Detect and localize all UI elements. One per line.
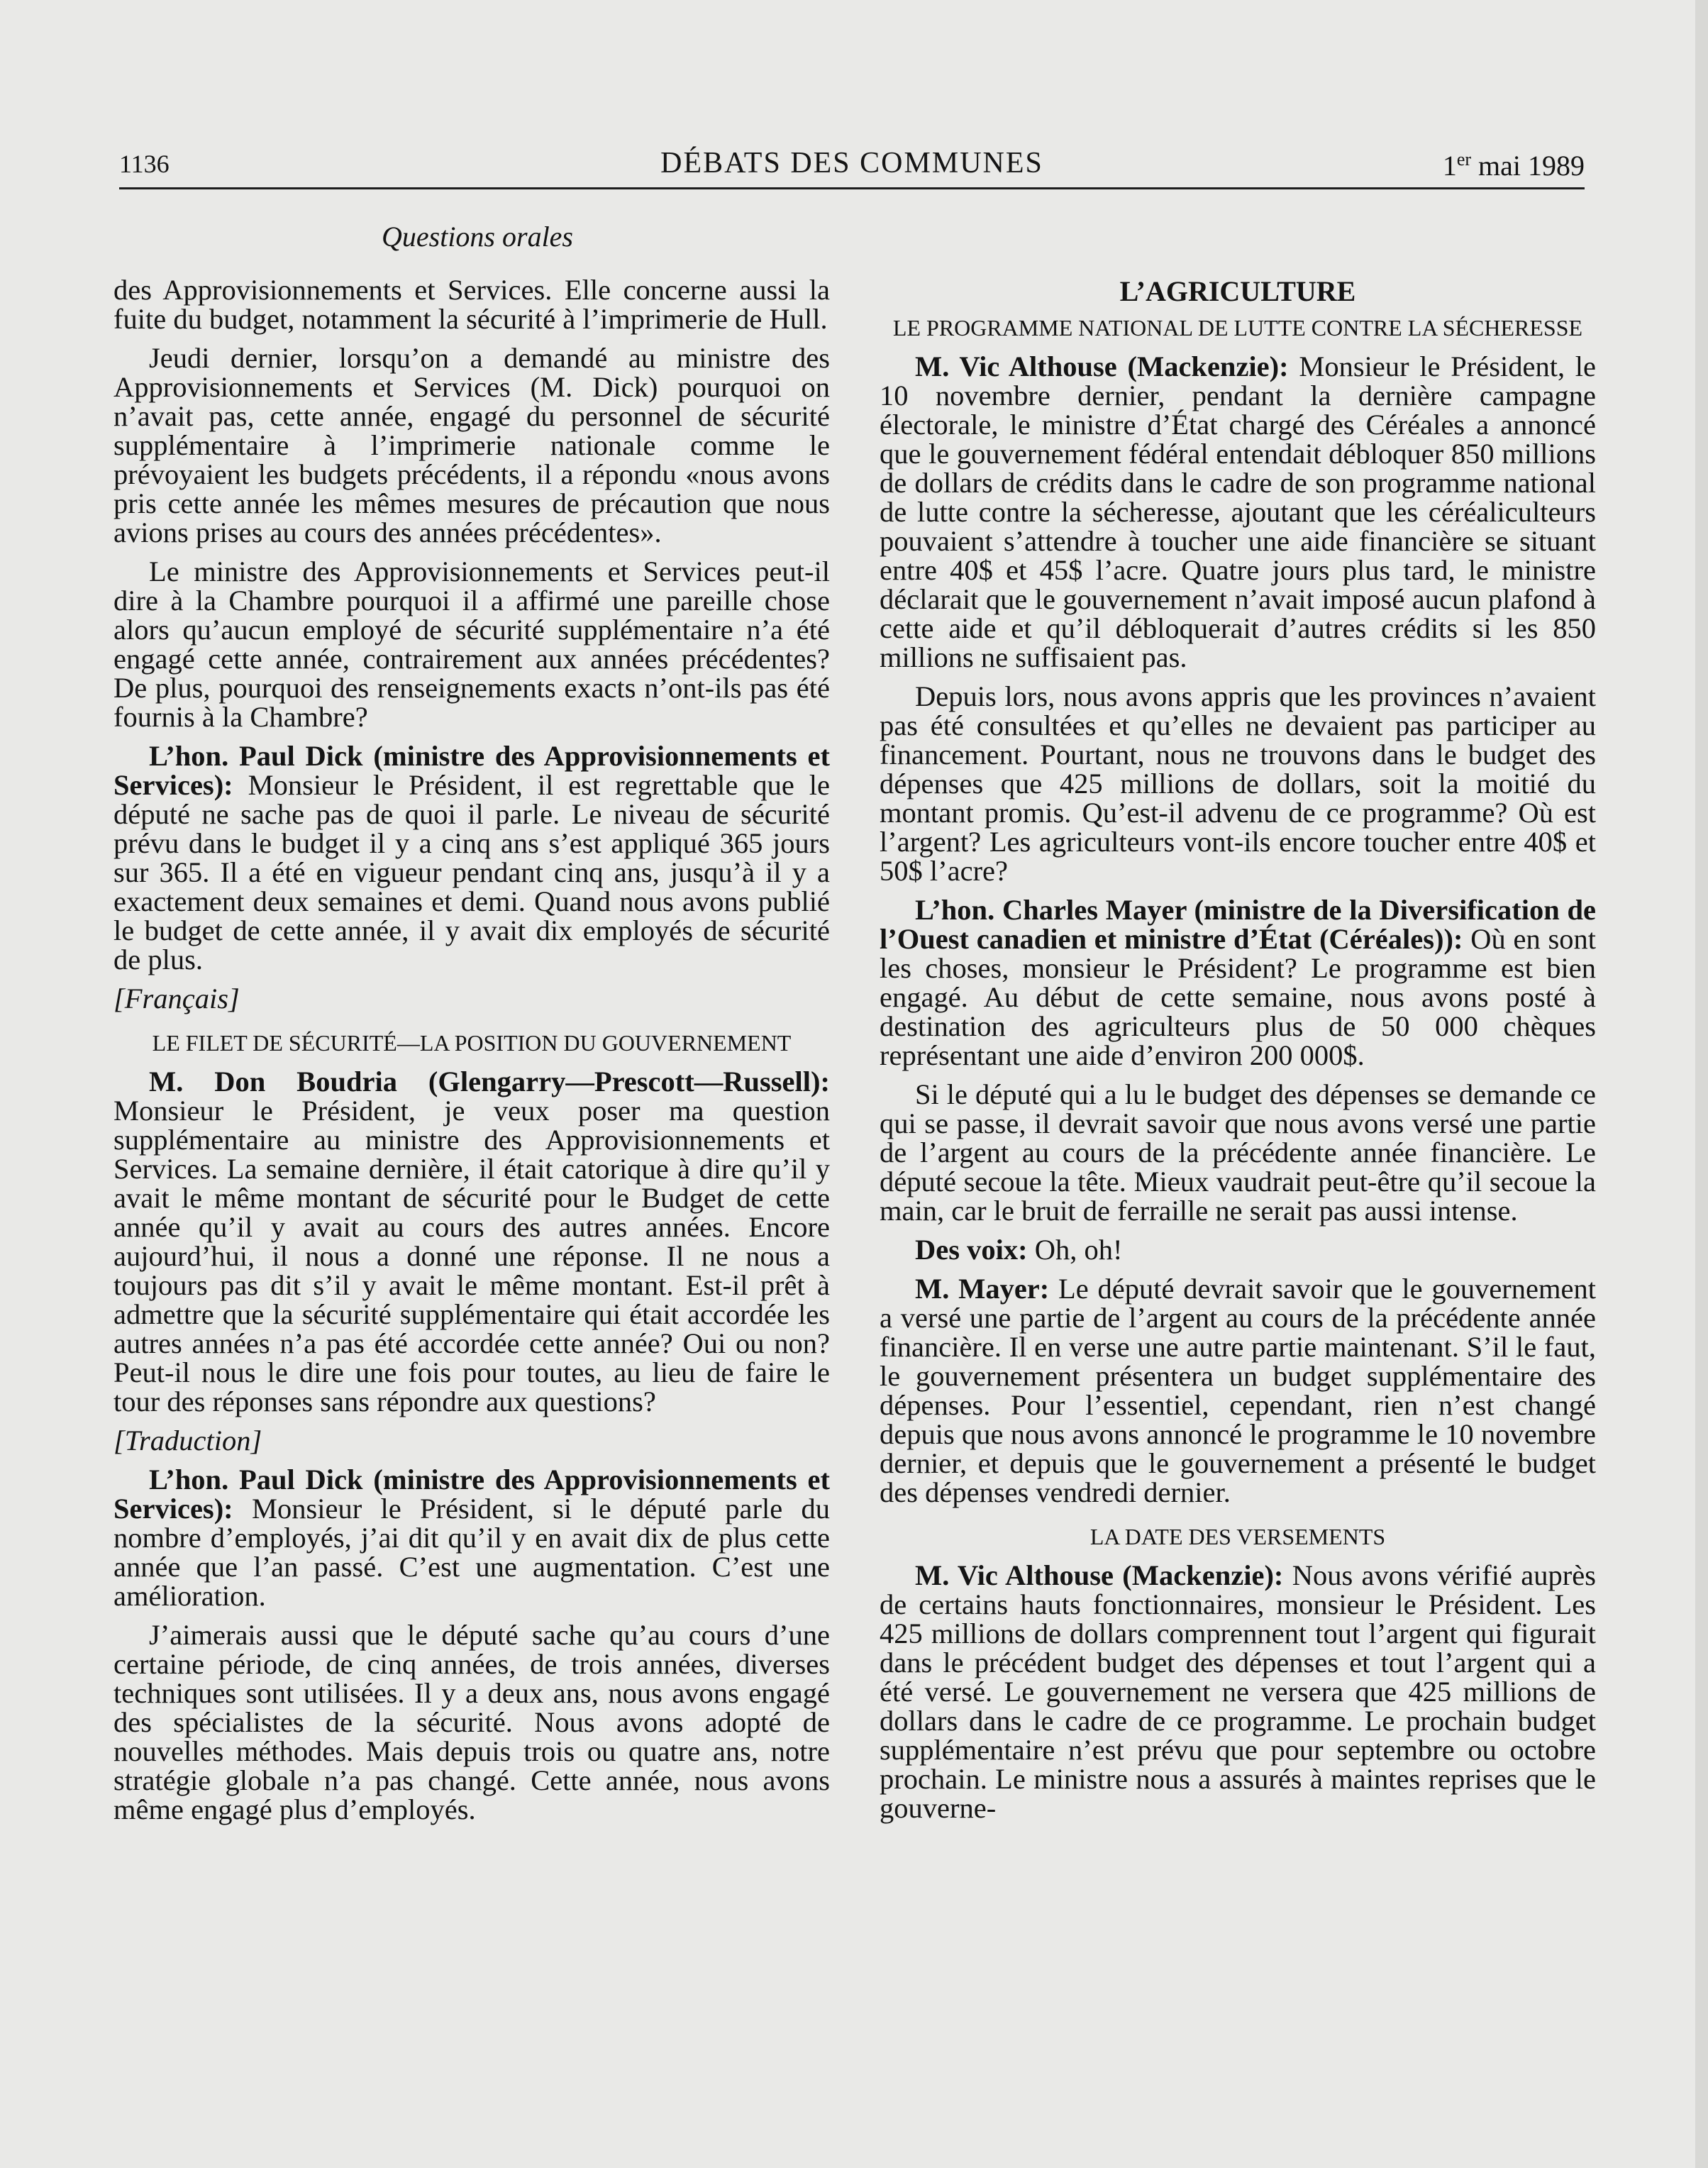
- section-heading: LE PROGRAMME NATIONAL DE LUTTE CONTRE LA SÉCHERESSE: [892, 315, 1583, 341]
- right-column: [880, 275, 1596, 1832]
- paragraph: des Approvisionnements et Services. Elle concerne aussi la fuite du budget, notamment la sécurité à l’imprimerie de Hull.: [113, 274, 830, 335]
- speech-paragraph: M. Vic Althouse (Mackenzie): Monsieur le Président, le 10 novembre dernier, pendant la dernière campagne électorale, le ministre d’État chargé des Céréales a annoncé que le gouvernement fédéral entendait débloquer 850 millions de dollars de crédits dans le cadre de son programme national de lutte contre la sécheresse, ajoutant que les céréaliculteurs pouvaient s’attendre à toucher une aide financière se situant entre 40$ et 45$ l’acre. Quatre jours plus tard, le ministre déclarait que le gouvernement n’avait imposé aucun plafond à cette aide et qu’il débloquerait d’autres crédits si les 850 millions ne suffisaient pas.: [880, 350, 1596, 673]
- speaker-name: L’hon. Paul Dick (ministre des Approvisionnements et Services):: [113, 1464, 830, 1525]
- speaker-name: L’hon. Paul Dick (ministre des Approvisionnements et Services):: [113, 740, 830, 801]
- page-date: 1er mai 1989: [1442, 149, 1585, 182]
- paragraph: Jeudi dernier, lorsqu’on a demandé au ministre des Approvisionnements et Services (M. Dick) pourquoi on n’avait pas, cette année, engagé du personnel de sécurité supplémentaire à l’imprimerie nationale comme le prévoyaient les budgets précédents, il a répondu «nous avons pris cette année les mêmes mesures de précaution que nous avions prises au cours des années précédentes».: [113, 342, 830, 548]
- speech-paragraph: M. Don Boudria (Glengarry—Prescott—Russell): Monsieur le Président, je veux poser ma question supplémentaire au ministre des Approvisionnements et Services. La semaine dernière, il était catorique à dire qu’il y avait le même montant de sécurité pour le Budget de cette année qu’il y avait au cours des autres années. Encore aujourd’hui, il nous a donné une réponse. Il ne nous a toujours pas dit s’il y avait le même montant. Est-il prêt à admettre que la sécurité supplémentaire qui était accordée les autres années n’a pas été accordée cette année? Oui ou non? Peut-il nous le dire une fois pour toutes, au lieu de faire le tour des réponses sans répondre aux questions?: [113, 1066, 830, 1417]
- speech-paragraph: L’hon. Charles Mayer (ministre de la Diversification de l’Ouest canadien et ministre d’État (Céréales)): Où en sont les choses, monsieur le Président? Le programme est bien engagé. Au début de cette semaine, nous avons posté à destination des agriculteurs plus de 50 000 chèques représentant une aide d’environ 200 000$.: [880, 894, 1596, 1071]
- speaker-name: M. Don Boudria (Glengarry—Prescott—Russell):: [149, 1066, 830, 1097]
- section-heading: LA DATE DES VERSEMENTS: [1089, 1524, 1386, 1549]
- speaker-name: Des voix:: [915, 1234, 1028, 1266]
- paragraph: Le ministre des Approvisionnements et Services peut-il dire à la Chambre pourquoi il a affirmé une pareille chose alors qu’aucun employé de sécurité supplémentaire n’a été engagé cette année, contrairement aux années précédentes? De plus, pourquoi des renseignements exacts n’ont-ils pas été fournis à la Chambre?: [113, 555, 830, 733]
- speaker-name: M. Mayer:: [915, 1273, 1050, 1305]
- language-tag: [Français]: [113, 983, 240, 1014]
- paragraph: Depuis lors, nous avons appris que les provinces n’avaient pas été consultées et qu’elles ne devaient pas participer au financement. Pourtant, nous ne trouvons dans le budget des dépenses que 425 millions de dollars, soit la moitié du montant promis. Qu’est-il advenu de ce programme? Où est l’argent? Les agriculteurs vont-ils encore toucher entre 40$ et 50$ l’acre?: [880, 680, 1596, 887]
- speech-paragraph: M. Vic Althouse (Mackenzie): Nous avons vérifié auprès de certains hauts fonctionnaires, monsieur le Président. Les 425 millions de dollars comprennent tout l’argent qui figurait dans le précédent budget des dépenses et tout l’argent qui a été versé. Le gouvernement ne versera que 425 millions de dollars dans le cadre de ce programme. Le prochain budget supplémentaire n’est prévu que pour septembre ou octobre prochain. Le ministre nous a assurés à maintes reprises que le gouverne-: [880, 1559, 1596, 1824]
- page-header: [119, 142, 1585, 189]
- section-heading: LE FILET DE SÉCURITÉ—LA POSITION DU GOUVERNEMENT: [152, 1030, 792, 1056]
- language-tag: [Traduction]: [113, 1425, 262, 1456]
- speech-paragraph: Des voix: Oh, oh!: [915, 1234, 1123, 1266]
- major-heading: L’AGRICULTURE: [1119, 275, 1356, 307]
- paragraph: J’aimerais aussi que le député sache qu’au cours d’une certaine période, de cinq années, de trois années, diverses techniques sont utilisées. Il y a deux ans, nous avons engagé des spécialistes de la sécurité. Nous avons adopté de nouvelles méthodes. Mais depuis trois ou quatre ans, notre stratégie globale n’a pas changé. Cette année, nous avons même engagé plus d’employés.: [113, 1619, 830, 1825]
- speaker-name: M. Vic Althouse (Mackenzie):: [915, 1559, 1284, 1591]
- paragraph: Si le député qui a lu le budget des dépenses se demande ce qui se passe, il devrait savoir que nous avons versé une partie de l’argent au cours de la précédente année financière. Le député secoue la tête. Mieux vaudrait peut-être qu’il secoue la main, car le bruit de ferraille ne serait pas aussi intense.: [880, 1078, 1596, 1227]
- speech-paragraph: M. Mayer: Le député devrait savoir que le gouvernement a versé une partie de l’argent au cours de la précédente année financière. Il en verse une autre partie maintenant. S’il le faut, le gouvernement présentera un budget supplémentaire des dépenses. Pour l’essentiel, cependant, rien n’est changé depuis que nous avons annoncé le programme le 10 novembre dernier, et depuis que le gouvernement a présenté le budget des dépenses vendredi dernier.: [880, 1273, 1597, 1508]
- left-column: [113, 275, 830, 1834]
- speech-paragraph: L’hon. Paul Dick (ministre des Approvisionnements et Services): Monsieur le Président, il est regrettable que le député ne sache pas de quoi il parle. Le niveau de sécurité prévu dans le budget il y a cinq ans s’est appliqué 365 jours sur 365. Il a été en vigueur pendant cinq ans, jusqu’à il y a exactement deux semaines et demi. Quand nous avons publié le budget de cette année, il y avait dix employés de sécurité de plus.: [113, 740, 830, 975]
- speech-paragraph: L’hon. Paul Dick (ministre des Approvisionnements et Services): Monsieur le Président, si le député parle du nombre d’employés, j’ai dit qu’il y en avait dix de plus cette année que l’an passé. C’est une augmentation. C’est une amélioration.: [113, 1464, 830, 1612]
- publication-title: DÉBATS DES COMMUNES: [660, 147, 1043, 179]
- running-head: Questions orales: [382, 221, 573, 253]
- page-edge-shadow: [1695, 0, 1708, 2168]
- speaker-name: M. Vic Althouse (Mackenzie):: [915, 350, 1289, 382]
- page-number: 1136: [119, 150, 170, 178]
- speaker-name: L’hon. Charles Mayer (ministre de la Diversification de l’Ouest canadien et ministre d’État (Céréales)):: [880, 894, 1596, 955]
